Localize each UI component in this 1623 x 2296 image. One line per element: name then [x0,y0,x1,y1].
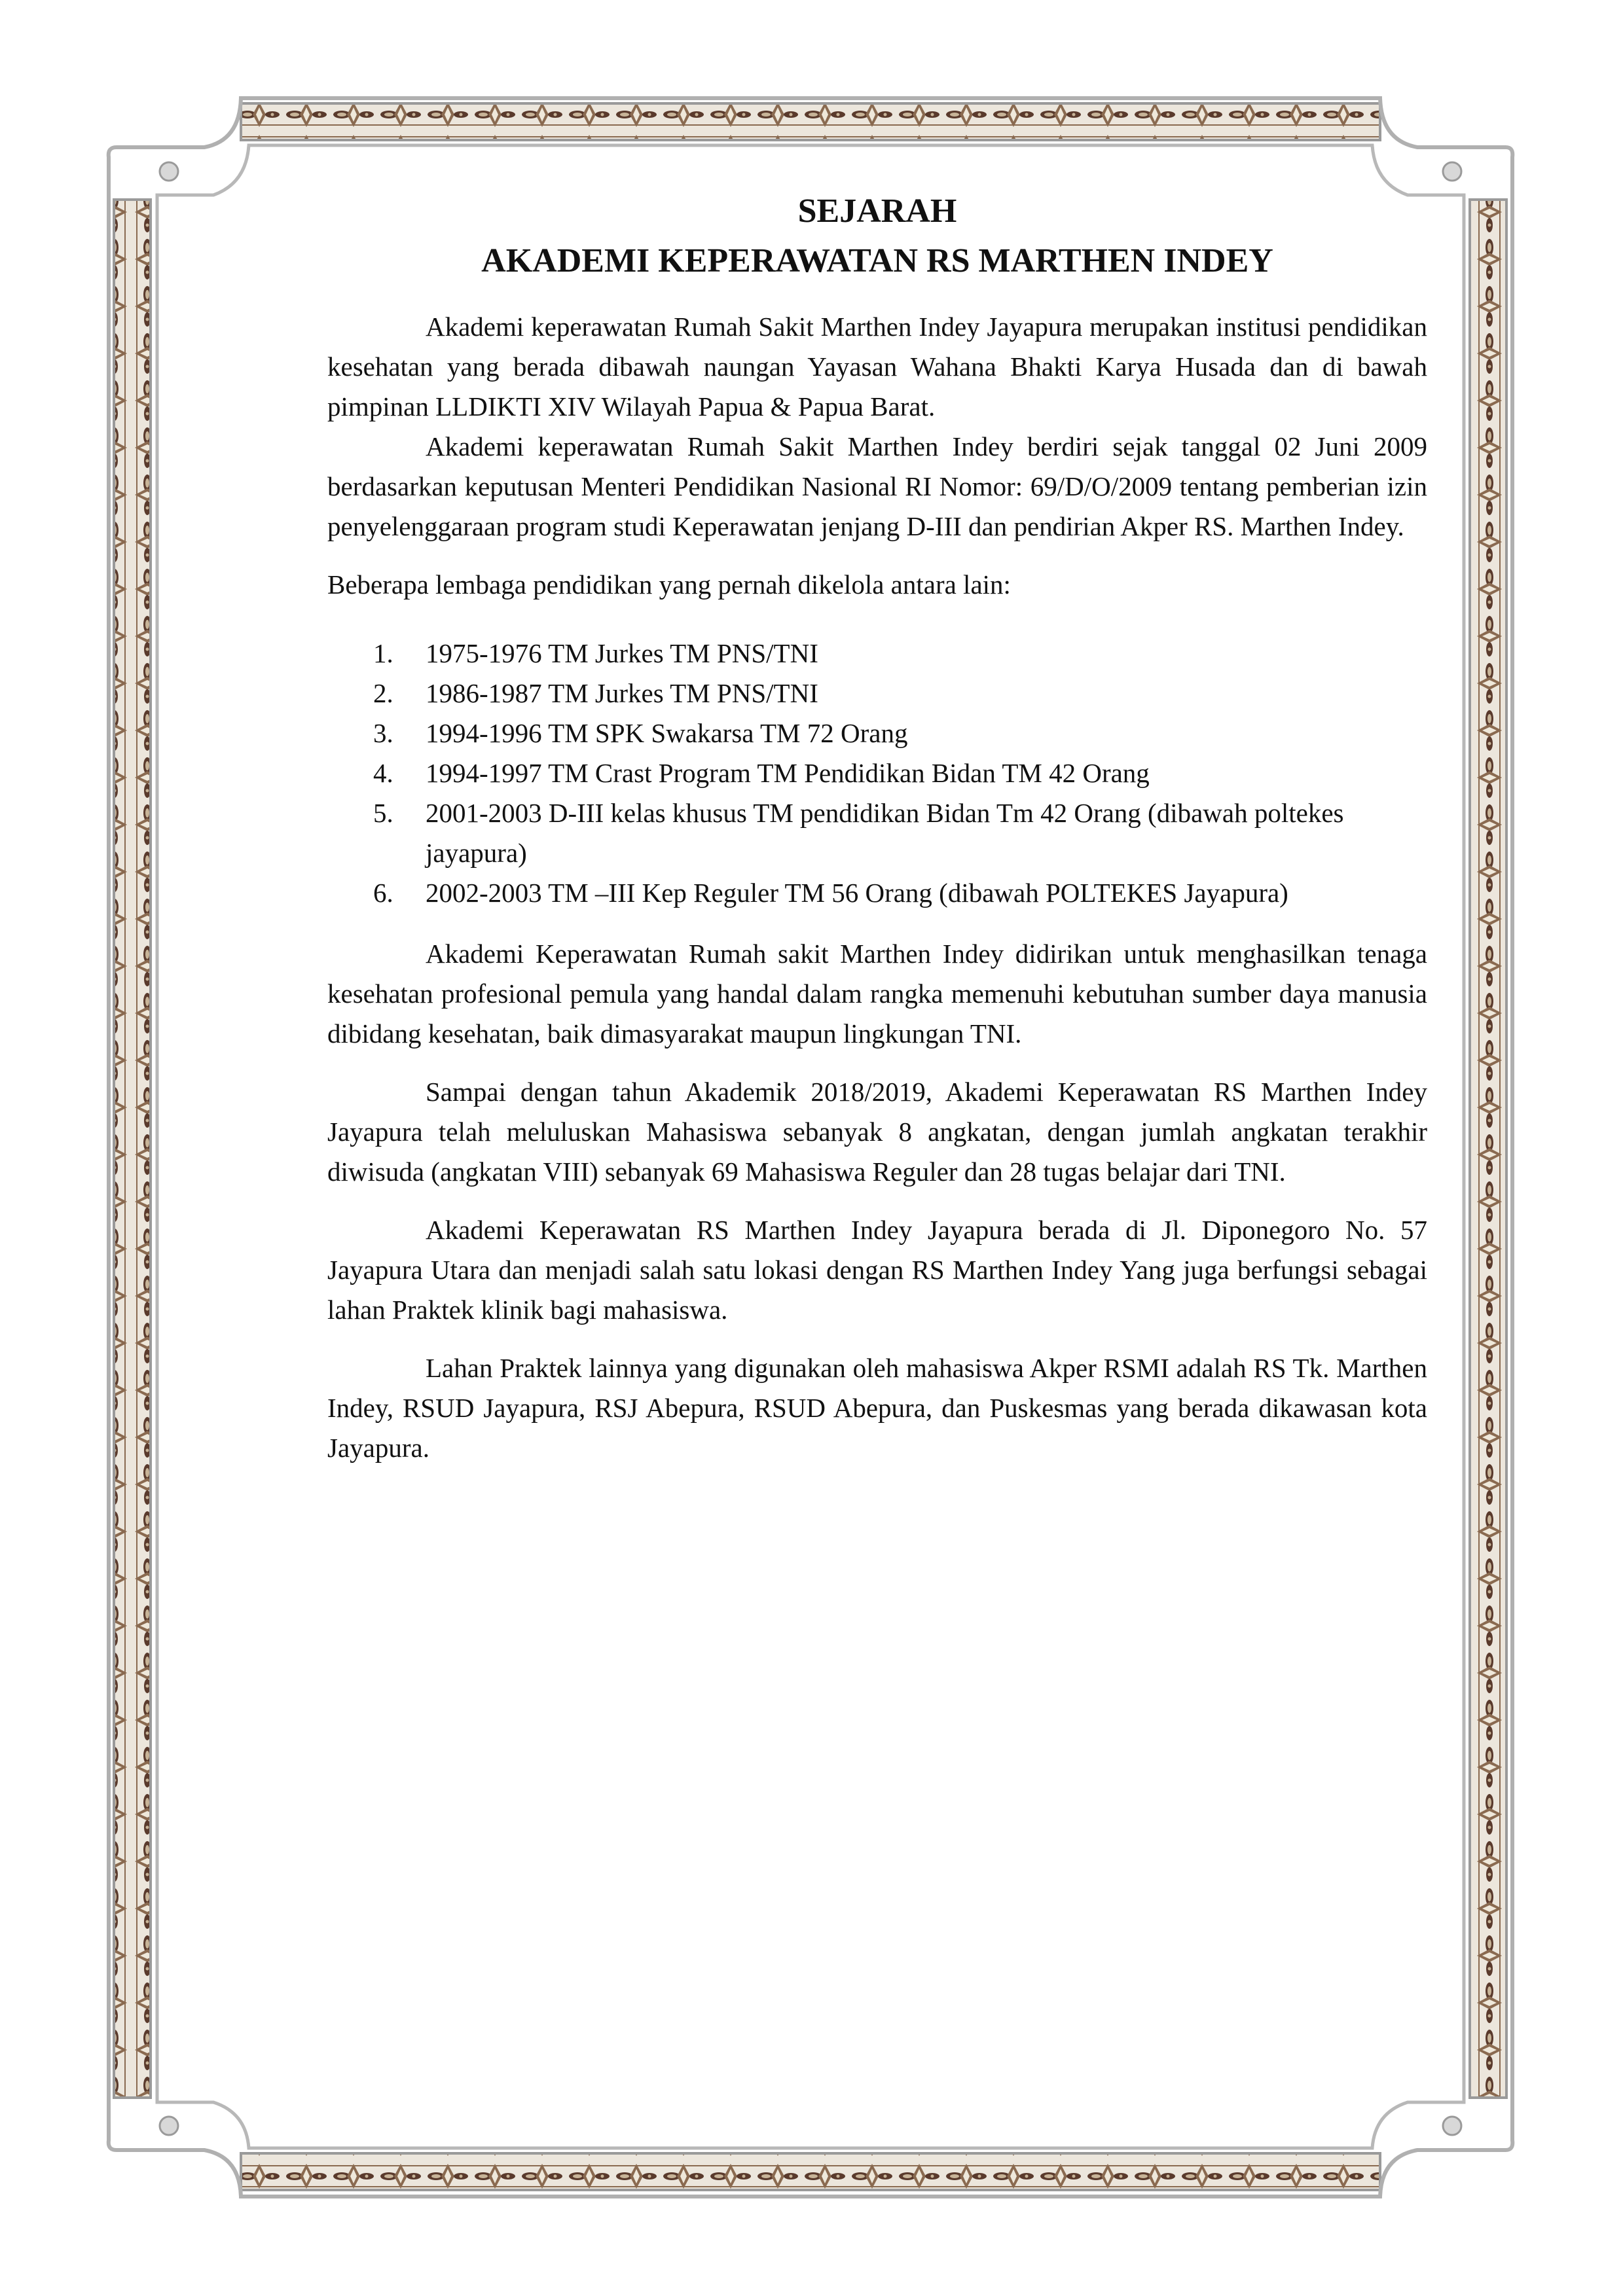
list-item [327,793,1427,873]
list-number: 6. [373,878,393,908]
list-intro: Beberapa lembaga pendidikan yang pernah dikelola antara lain: [327,569,1011,600]
list-text: 2002-2003 TM –III Kep Reguler TM 56 Orang (dibawah POLTEKES Jayapura) [426,878,1288,908]
list-item [327,634,1427,673]
list-text: 1975-1976 TM Jurkes TM PNS/TNI [426,638,818,668]
paragraph-6: Lahan Praktek lainnya yang digunakan oleh mahasiswa Akper RSMI adalah RS Tk. Marthen Indey, RSUD Jayapura, RSJ Abepura, RSUD Abepura, dan Puskesmas yang berada dikawasan kota Jayapura. [327,1353,1427,1463]
list-number: 1. [373,638,393,668]
list-text: 2001-2003 D-III kelas khusus TM pendidikan Bidan Tm 42 Orang (dibawah poltekes jayapura) [426,798,1344,868]
paragraph-5: Akademi Keperawatan RS Marthen Indey Jayapura berada di Jl. Diponegoro No. 57 Jayapura Utara dan menjadi salah satu lokasi dengan RS Marthen Indey Yang juga berfungsi sebagai lahan Praktek klinik bagi mahasiswa. [327,1215,1427,1325]
list-text: 1986-1987 TM Jurkes TM PNS/TNI [426,678,818,708]
paragraph-2: Akademi keperawatan Rumah Sakit Marthen Indey berdiri sejak tanggal 02 Juni 2009 berdasarkan keputusan Menteri Pendidikan Nasional RI Nomor: 69/D/O/2009 tentang pemberian izin penyelenggaraan program studi Keperawatan jenjang D-III dan pendirian Akper RS. Marthen Indey. [327,431,1427,541]
list-item [327,753,1427,793]
frame-corner-top-right [1443,162,1461,181]
list-number: 4. [373,758,393,788]
list-number: 3. [373,718,393,748]
list-number: 2. [373,678,393,708]
intro-section [327,307,1427,605]
institution-list [327,634,1427,913]
closing-section [327,934,1427,1468]
title-line-2: AKADEMI KEPERAWATAN RS MARTHEN INDEY [481,242,1273,279]
list-item [327,713,1427,753]
document-title [327,187,1427,286]
paragraph-4: Sampai dengan tahun Akademik 2018/2019, Akademi Keperawatan RS Marthen Indey Jayapura telah meluluskan Mahasiswa sebanyak 8 angkatan, dengan jumlah angkatan terakhir diwisuda (angkatan VIII) sebanyak 69 Mahasiswa Reguler dan 28 tugas belajar dari TNI. [327,1077,1427,1187]
list-text: 1994-1996 TM SPK Swakarsa TM 72 Orang [426,718,908,748]
document-body [327,187,1427,1468]
frame-corner-bottom-right [1443,2117,1461,2135]
frame-right-band [1470,200,1506,2098]
frame-corner-bottom-left [160,2117,178,2135]
paragraph-1: Akademi keperawatan Rumah Sakit Marthen Indey Jayapura merupakan institusi pendidikan kesehatan yang berada dibawah naungan Yayasan Wahana Bhakti Karya Husada dan di bawah pimpinan LLDIKTI XIV Wilayah Papua & Papua Barat. [327,312,1427,422]
frame-bottom-band [241,2153,1380,2190]
frame-corner-top-left [160,162,178,181]
paragraph-3: Akademi Keperawatan Rumah sakit Marthen Indey didirikan untuk menghasilkan tenaga kesehatan profesional pemula yang handal dalam rangka memenuhi kebutuhan sumber daya manusia dibidang kesehatan, baik dimasyarakat maupun lingkungan TNI. [327,939,1427,1049]
list-item [327,673,1427,713]
list-item [327,873,1427,913]
title-line-1: SEJARAH [797,192,957,230]
list-number: 5. [373,798,393,828]
frame-left-band [114,200,151,2098]
list-text: 1994-1997 TM Crast Program TM Pendidikan Bidan TM 42 Orang [426,758,1150,788]
frame-top-band [241,103,1380,140]
